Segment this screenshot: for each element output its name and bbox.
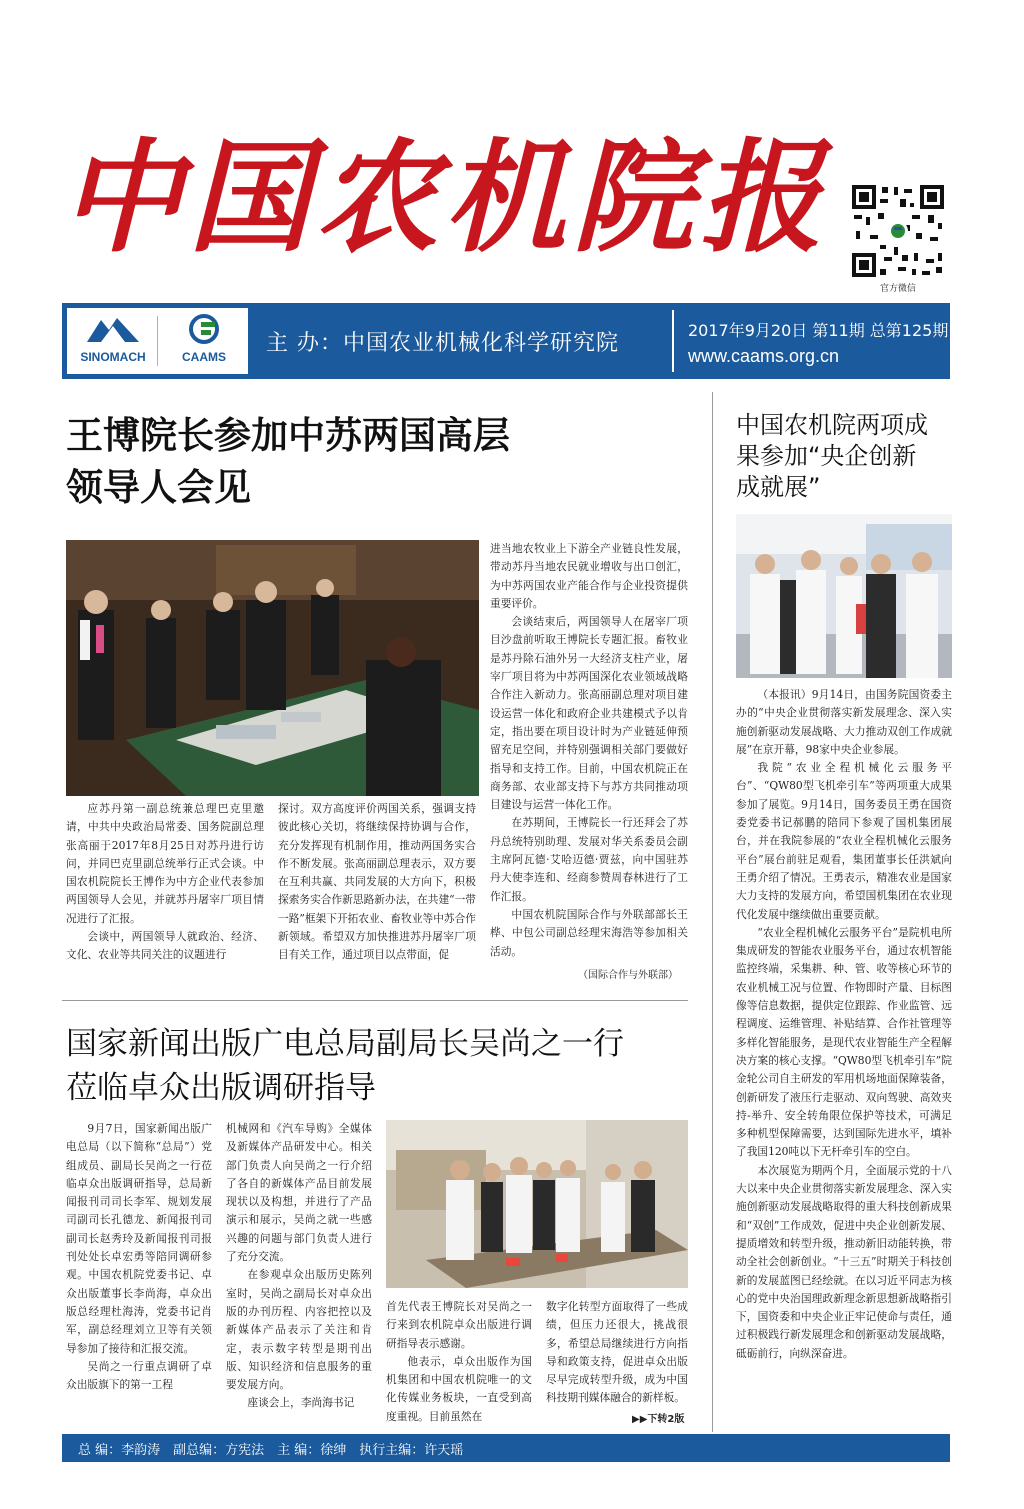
footer-bar: [62, 1434, 950, 1462]
article2-col4: [546, 1298, 688, 1410]
article-divider: [62, 1000, 688, 1001]
article2-headline-line1: 国家新闻出版广电总局副局长吴尚之一行: [66, 1026, 624, 1062]
article1-col1: [66, 800, 264, 986]
article2-photo[interactable]: [386, 1120, 688, 1288]
article3-headline-line1: 中国农机院两项成: [736, 411, 928, 439]
article2-headline-line2: 莅临卓众出版调研指导: [66, 1070, 376, 1106]
qr-caption: 官方微信: [879, 284, 916, 294]
paragraph: 9月7日，国家新闻出版广电总局（以下简称“总局”）党组成员、副局长吴尚之一行莅临卓众出版调研指导，总局新闻报刊司司长李军、规划发展司副司长孔德龙、新闻报刊司副司长赵秀玲及新闻报刊司报刊处处长卓宏勇等陪同调研参观。中国农机院党委书记、卓众出版董事长李尚海，卓众出版总经理杜海涛，党委书记肖军，副总经理刘立卫等有关领导参加了接待和汇报交流。: [66, 1122, 212, 1355]
article3-headline[interactable]: [736, 410, 956, 503]
sinomach-logo: [75, 314, 151, 370]
article2-col2: [226, 1120, 372, 1426]
paragraph: 进当地农牧业上下游全产业链良性发展，带动苏丹当地农民就业增收与出口创汇，为中苏两国农业产能合作与企业投资提供重要评价。: [490, 542, 688, 610]
paragraph: （本报讯）9月14日，由国务院国资委主办的“中央企业贯彻落实新发展理念、深入实施创新驱动发展战略、大力推动双创工作成就展”在京开幕，98家中央企业参展。: [736, 688, 952, 756]
continued-link[interactable]: ▶▶下转2版: [632, 1414, 685, 1425]
sinomach-logo-text: SINOMACH: [80, 350, 146, 364]
paragraph: 本次展览为期两个月，全面展示党的十八大以来中央企业贯彻落实新发展理念、深入实施创新驱动发展战略取得的重大科技创新成果和“双创”工作成效，促进中央企业创新发展、提质增效和转型升级，推动新旧动能转换，带动全社会创新创业。“十三五”时期关于科技创新的发展蓝图已经绘就。在以习近平同志为核心的党中央治国理政新理念新思想新战略指引下，国资委和中央企业正牢记使命与责任，通过积极践行新发展理念和创新驱动发展战略，砥砺前行，向纵深奋进。: [736, 1163, 952, 1360]
caams-logo: [165, 314, 243, 370]
paragraph: 数字化转型方面取得了一些成绩，但压力还很大，挑战很多，希望总局继续进行方向指导和政策支持，促进卓众出版尽早完成转型升级，成为中国科技期刊媒体融合的新样板。: [546, 1300, 688, 1405]
article2-col1: [66, 1120, 212, 1426]
paragraph: 会谈结束后，两国领导人在屠宰厂项目沙盘前听取王博院长专题汇报。畜牧业是苏丹除石油外另一大经济支柱产业，屠宰厂项目将为中苏两国深化农业领域战略合作注入新动力。张高丽副总理对项目建设运营一体化和政府企业共建模式予以肯定，指出要在项目设计时为产业链延伸预留充足空间，并特别强调相关部门要做好指导和支持工作。目前，中国农机院正在商务部、农业部支持下与苏方共同推动项目建设与运营一体化工作。: [490, 615, 688, 812]
caams-logo-text: CAAMS: [182, 350, 226, 364]
article1-headline[interactable]: [66, 410, 666, 514]
article3-body: [736, 686, 952, 1426]
website-link[interactable]: www.caams.org.cn: [688, 346, 840, 366]
paragraph: 吴尚之一行重点调研了卓众出版旗下的第一工程: [66, 1359, 212, 1392]
paragraph: 应苏丹第一副总统兼总理巴克里邀请，中共中央政治局常委、国务院副总理张高丽于2017年8月25日对苏丹进行访问，并同巴克里副总统举行正式会谈。中国农机院院长王博作为中方企业代表参加两国领导人会见，并就苏丹屠宰厂项目情况进行了汇报。: [66, 802, 264, 925]
paragraph: 我院“农业全程机械化云服务平台”、“QW80型飞机牵引车”等两项重大成果参加了展览。9月14日，国务委员王勇在国资委党委书记郝鹏的陪同下参观了国机集团展台，并在我院参展的“农业全程机械化云服务平台”展台前驻足观看，集团董事长任洪斌向王勇介绍了情况。王勇表示，精准农业是国家大力支持的发展方向，希望国机集团在农业现代化发展中继续做出重要贡献。: [736, 761, 952, 921]
logo-box: [67, 308, 248, 374]
paragraph: 中国农机院国际合作与外联部部长王桦、中包公司副总经理宋海浩等参加相关活动。: [490, 907, 688, 958]
article3-headline-line3: 成就展”: [736, 473, 821, 501]
article1-headline-line1: 王博院长参加中苏两国高层: [66, 414, 510, 457]
masthead-title: 中国农机院报: [60, 125, 828, 269]
paragraph: 探讨。双方高度评价两国关系，强调支持彼此核心关切，将继续保持协调与合作，充分发挥现有机制作用，推动两国务实合作不断发展。张高丽副总理表示，双方要在互利共赢、共同发展的大方向下，积极探索务实合作新思路新办法，在共建“一带一路”框架下开拓农业、畜牧业等中苏合作新领域。希望双方加快推进苏丹屠宰厂项目有关工作，通过项目以点带面，促: [278, 802, 476, 962]
paragraph: 座谈会上，李尚海书记: [247, 1396, 355, 1410]
paragraph: 在苏期间，王博院长一行还拜会了苏丹总统特别助理、发展对华关系委员会副主席阿瓦德·艾哈迈德·贾兹，向中国驻苏丹大使李连和、经商参赞周春林进行了工作汇报。: [490, 816, 688, 903]
issue-info: 2017年9月20日 第11期 总第125期: [688, 321, 949, 340]
paragraph: 在参观卓众出版历史陈列室时，吴尚之副局长对卓众出版的办刊历程、内容把控以及新媒体产品表示了关注和肯定，表示数字转型是期刊出版、知识经济和信息服务的重要发展方向。: [226, 1268, 372, 1392]
article1-col2: [278, 800, 476, 986]
caams-emblem-icon: [187, 314, 221, 344]
article1-headline-line2: 领导人会见: [66, 466, 251, 509]
paragraph: 首先代表王博院长对吴尚之一行来到农机院卓众出版进行调研指导表示感谢。: [386, 1300, 532, 1350]
bar-separator: [672, 310, 674, 372]
article3-photo[interactable]: [736, 514, 952, 678]
paragraph: 他表示，卓众出版作为国机集团和中国农机院唯一的文化传媒业务板块，一直受到高度重视。目前虽然在: [386, 1354, 532, 1423]
article2-col3: [386, 1298, 532, 1426]
qr-code-icon[interactable]: [850, 183, 946, 279]
sinomach-mountain-icon: [83, 314, 143, 344]
article2-headline[interactable]: [66, 1022, 706, 1110]
logo-divider: [157, 316, 158, 366]
article3-headline-line2: 果参加“央企创新: [736, 442, 917, 470]
article1-photo[interactable]: [66, 540, 479, 796]
article1-col3: [490, 540, 688, 960]
article1-credit: （国际合作与外联部）: [578, 970, 678, 981]
sponsor-line: 主 办：中国农业机械化科学研究院: [266, 331, 619, 356]
editorial-credits: 总 编：李韵涛 副总编：方宪法 主 编：徐绅 执行主编：许天瑶: [78, 1443, 464, 1458]
paragraph: 会谈中，两国领导人就政治、经济、文化、农业等共同关注的议题进行: [66, 930, 264, 962]
paragraph: 机械网和《汽车导购》全媒体及新媒体产品研发中心。相关部门负责人向吴尚之一行介绍了各自的新媒体产品目前发展现状以及构想，并进行了产品演示和展示，吴尚之就一些感兴趣的问题与部门负责人进行了充分交流。: [226, 1122, 372, 1264]
column-divider: [712, 392, 713, 1432]
paragraph: “农业全程机械化云服务平台”是院机电所集成研发的智能农业服务平台，通过农机智能监控终端，采集耕、种、管、收等核心环节的农业机械工况与位置、作物即时产量、目标图像等信息数据，提供定位跟踪、作业监管、远程调度、运维管理、补贴结算、合作社管理等多样化智能服务，是现代农业智能生产全程解决方案的核心支撑。“QW80型飞机牵引车”院金轮公司自主研发的军用机场地面保障装备，创新研发了液压行走驱动、双向驾驶、高效夹持-举升、安全转角限位保护等技术，可满足多种机型保障需要，达到国际先进水平，填补了我国120吨以下无杆牵引车的空白。: [736, 925, 952, 1159]
